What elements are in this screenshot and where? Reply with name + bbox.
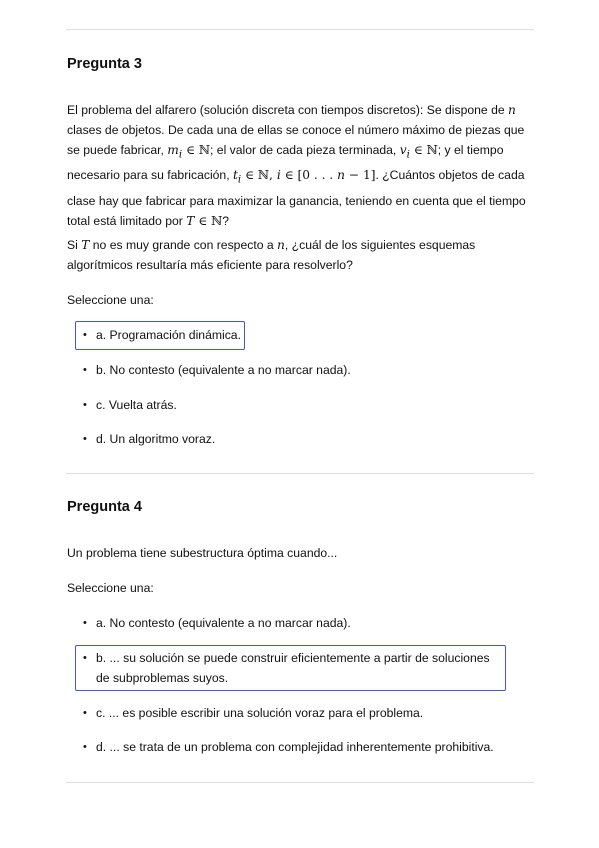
- question-3-option-a[interactable]: • a. Programación dinámica.: [96, 325, 516, 345]
- math-range-open: ∈ [0 . . .: [280, 168, 338, 183]
- statement-text: clases de objetos. De cada una de ellas se conoce el número máximo de piezas que se puede fabricar,: [67, 123, 525, 157]
- question-3-followup: [67, 235, 537, 275]
- math-T: T: [81, 238, 90, 252]
- question-4-title: Pregunta 4: [67, 499, 142, 515]
- statement-text: ; el valor de cada pieza terminada,: [210, 143, 400, 157]
- math-range-close: − 1]: [344, 168, 376, 183]
- math-subscript: i: [406, 149, 410, 161]
- math-n: n: [337, 168, 345, 183]
- question-3-option-c[interactable]: • c. Vuelta atrás.: [96, 395, 516, 415]
- math-n: n: [508, 103, 516, 117]
- math-T: T: [186, 213, 195, 228]
- math-m: m: [167, 143, 179, 157]
- question-4-option-d[interactable]: • d. ... se trata de un problema con complejidad inherentemente prohibitiva.: [96, 737, 516, 757]
- math-relation: ∈ ℕ: [409, 143, 438, 157]
- statement-text: El problema del alfarero (solución discreta con tiempos discretos): Se dispone de: [67, 103, 509, 117]
- question-4-statement: Un problema tiene subestructura óptima cuando...: [67, 546, 338, 560]
- math-subscript: i: [178, 149, 183, 161]
- math-subscript: i: [237, 174, 242, 186]
- question-divider: [66, 473, 534, 474]
- question-4-option-b[interactable]: • b. ... su solución se puede construir eficientemente a partir de soluciones de subproblemas suyos.: [96, 648, 501, 688]
- top-divider: [66, 29, 534, 30]
- followup-text: Si: [67, 238, 82, 252]
- bottom-divider: [66, 782, 534, 783]
- followup-text: , ¿cuál de los siguientes esquemas algorítmicos resultaría más eficiente para resolverlo?: [67, 238, 476, 272]
- math-t: t: [232, 168, 238, 183]
- math-i: i: [276, 168, 281, 183]
- question-4-option-a[interactable]: • a. No contesto (equivalente a no marcar nada).: [96, 613, 516, 633]
- math-relation: ∈ ℕ: [194, 213, 223, 228]
- question-4-prompt: Seleccione una:: [67, 581, 154, 595]
- math-v: v: [399, 143, 407, 157]
- followup-text: no es muy grande con respecto a: [89, 238, 278, 252]
- question-3-statement: [67, 100, 537, 231]
- question-3-prompt: Seleccione una:: [67, 293, 154, 307]
- statement-text: . ¿Cuántos objetos de cada clase hay que fabricar para maximizar la ganancia, teniendo en cuenta que el tiempo total está limitado por: [67, 168, 526, 228]
- question-3-option-b[interactable]: • b. No contesto (equivalente a no marcar nada).: [96, 360, 516, 380]
- math-n: n: [277, 238, 285, 252]
- statement-text: ?: [222, 213, 230, 228]
- question-3-option-d[interactable]: • d. Un algoritmo voraz.: [96, 429, 516, 449]
- question-4-option-c[interactable]: • c. ... es posible escribir una solución voraz para el problema.: [96, 703, 516, 723]
- math-relation: ∈ ℕ: [182, 143, 211, 157]
- statement-text: ; y el tiempo necesario para su fabricación,: [67, 143, 504, 183]
- math-relation: ∈ ℕ,: [241, 168, 277, 183]
- question-3-title: Pregunta 3: [67, 56, 142, 72]
